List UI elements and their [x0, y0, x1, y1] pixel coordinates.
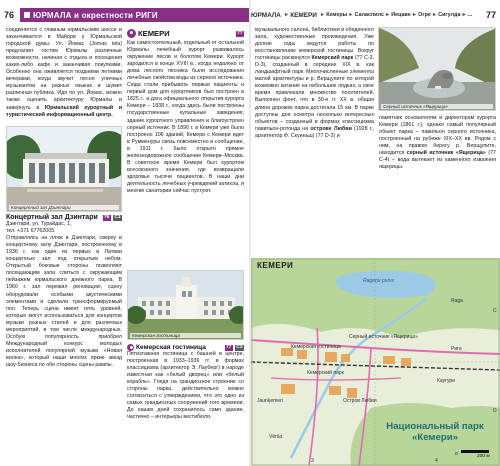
text-column: [6, 214, 122, 369]
separator-icon: ►: [283, 12, 290, 18]
right-page: [251, 0, 500, 466]
venue-heading: [6, 214, 122, 221]
page-ref-badge: 77: [237, 30, 243, 36]
photo-kemeri-hotel: [127, 270, 244, 340]
breadcrumb: [251, 8, 482, 22]
grid-ref-badge: C3: [114, 214, 121, 220]
section-bar: [20, 8, 249, 22]
location-pin-icon: [127, 29, 136, 38]
photo-caption: Серный источник «Ящерица»: [381, 104, 493, 109]
separator-icon: ►: [348, 12, 354, 18]
scale-right: 200 м: [477, 454, 490, 459]
subsection-title: Кемерская гостиница: [136, 344, 206, 351]
section-title: ЮРМАЛА и окрестности РИГИ: [33, 10, 158, 20]
text-column: [6, 27, 122, 119]
map-label: Рига: [451, 346, 462, 352]
running-header-right: [251, 8, 500, 22]
page-number: 77: [485, 10, 496, 20]
photo-caption: Концертный зал Дзинтари: [9, 205, 119, 210]
map-label-lagoon: Ragaņu purvs: [363, 278, 395, 284]
venue-phone: тел. +371 67762005: [6, 228, 55, 235]
breadcrumb-item: Иецаве: [391, 12, 411, 18]
paragraph: [255, 27, 374, 140]
spring-name-term: серный источник «Ящерица»: [406, 150, 486, 157]
separator-icon: ►: [319, 12, 326, 18]
text-column: [379, 115, 496, 171]
grid-col-label: 4: [435, 458, 438, 464]
national-park-label: Национальный парк «Кемери»: [386, 421, 484, 443]
photo-sulphur-spring: [378, 27, 496, 111]
map-label: Vērša: [269, 434, 283, 440]
photo-concert-hall: [6, 126, 122, 212]
paragraph-text: (77 C-3, D-3), созданный в середине XIX в. как ландшафтный парк. Многочисленные элементы малой архитектуры и р. Верщупите по которой возможно катание на небольших лодках, а свое время привлекали множество посетителей. Выполнен фонт, что в 30-е гг. XX в. общая длина дорожек парка достигала 15 км. В парке доступны для осмотра несколько интересных объектов – созданный в формах классицизма павильон-ротонда на: [255, 55, 374, 132]
text-column: [127, 29, 244, 195]
paragraph: [6, 27, 122, 119]
breadcrumb-item: Саласпилс: [354, 12, 384, 18]
grid-col-label: 3: [311, 458, 314, 464]
paragraph-text: памятник основателям и директорам курорта Кемери (1861 г.), однако самый популярный объект парка – павильон серного источника, построенный на рубеже XIX–XX вв. Рядом с ним, на правом берегу р. Верщупите, находится: [379, 115, 496, 157]
breadcrumb-item: ЮРМАЛА: [251, 11, 281, 19]
map-label: Остров Любви: [343, 398, 377, 404]
separator-icon: ►: [411, 12, 418, 18]
breadcrumb-item: КЕМЕРИ: [290, 11, 317, 19]
text-column: [127, 344, 244, 422]
map-label: Кемерская гостиница: [291, 344, 341, 350]
left-page: [0, 0, 249, 466]
map-label: Jaunķemeri: [257, 398, 283, 404]
section-square-icon: [24, 12, 30, 18]
paragraph-text: (77 C-4) – вода вытекает из каменного изваяния ящерицы.: [379, 150, 496, 171]
map-label: Каугури: [437, 378, 455, 384]
paragraph: [379, 115, 496, 171]
article-subheading: [127, 344, 244, 351]
map-title: КЕМЕРИ: [257, 261, 294, 270]
venue-title: Концертный зал Дзинтари: [6, 214, 98, 221]
page-number: 76: [4, 10, 15, 20]
grid-ref-badge: C3: [236, 344, 243, 350]
separator-icon: ►: [461, 12, 467, 18]
sulphur-spring-illustration: [379, 28, 496, 111]
grid-row-label: C: [493, 308, 497, 314]
venue-address: Дзинтари, ул. Турайдас, 1,: [6, 221, 72, 228]
subsection-text: Пятиэтажная гостиница с башней в центре, построенная в 1933–1936 гг. в формах классицизма (архитектор Э. Лауберг) в народе известная как «белый дворец» или «белый корабль». Глядя на грандиозное строение со стороны парка, действительно можно согласиться с утверждением, что это одно из самых грандиозных сооружений того времени. До наших дней сохранилось само здание, частично – интерьеры вестибюля.: [127, 351, 244, 421]
map-label: Кемерский парк: [307, 370, 344, 376]
separator-icon: ►: [384, 12, 391, 18]
kemeri-park-term: Кемерский парк: [311, 55, 354, 62]
text-column: [255, 27, 374, 140]
running-header-left: [4, 8, 249, 22]
map-label: Серный источник «Ящерица»: [349, 334, 418, 340]
scale-bar: [461, 450, 489, 453]
kemeri-map: [251, 258, 500, 466]
page-ref-badge: 76: [104, 214, 110, 220]
map-label: Raga: [451, 298, 463, 304]
page-ref-badge: 77: [226, 344, 232, 350]
concert-hall-illustration: [7, 127, 122, 212]
article-heading: [127, 29, 244, 38]
paragraph-text: соединяется с главным юрмальским шоссе и заканчивается в Майори у Юрмальской городской думы. Ул. Йомас (Jomas iela) предлагает гостям Юрмалы различные возможности, начиная с отдыха и посещения каких-либо кафе и заканчивая покупками. Особенно она оживляется поздними летними вечерами, когда звучит песня уличных музыкантов на разных языках и шумит различная публика. Идя по ул. Йомас, можно также оценить архитектуру Юрмалы и завернуть в: [6, 27, 122, 111]
article-text: Как самостоятельный, отдельный от остальной Юрмалы лечебный курорт развивалось окружение лесов и болотом Кемери. Курорт зародился в конце XVIII в., когда недалеко от дома лесного лесника были исследования лечебные свойства воды из серного источника. Сюда стали прибывать первые пациенты и первый дом для курортников был построен в 1825 г., а дата официального открытия курорта Кемери – 1838 г., когда здесь были построены государственные купальные заведения, здание курортного управления и благоустроен серный источник. В 1890 г. в Кемери уже было построено 106 зданий, Кемери с Кемери идет в Румменуры связь повсеместно и сообщение, в 1911 г. было открыто прямое железнодорожное сообщение Кемери–Москва. В советское время Кемери был курортом всесоюзного значения, где возвращали здоровье тысячи пациентов. В наши дни деятельность лечебных учреждений затихла, и многие санатории сейчас пустуют.: [127, 40, 244, 194]
scale-left: 0: [455, 452, 458, 457]
location-pin-icon: [127, 344, 134, 351]
paragraph-text: музыкального салона, библиотеки и обеденного зала, художественные произведения. Уже долгие годы ведутся работы по восстановлению кемерской гостиницы. Вокруг гостиницы раскинулся: [255, 27, 374, 62]
island-of-love-term: острове Любви: [310, 125, 352, 132]
article-title: КЕМЕРИ: [138, 28, 170, 38]
paragraph-text: (1928 г., архитектор Ф. Скуиньш) (77 D-3) и: [255, 125, 374, 139]
venue-description: Отправляясь на пляж в Дзинтари, сверху в концертному залу Дзинтари, построенному в 1936 г. как один из первых в Латвии концертных зал под открытым небом. Открытый боковые стороны позволяют посещающим зала слиться с окружающим пейзажем юрмальского дневного парка. В 1960 г. зал пережил реновацию, сцену оборудовали особыми акустическими элементами и сделали трансформируемый пол. Теперь сцена имеет пять уровней, которые могут использоваться для концертов музыки разных стилей и для различных мероприятий, в том числе международных. Особую популярность приобрел Международный конкурс молодых исполнителей популярной музыки «Новая волна», который наши многих яркие звезд шоу-бизнеса по обе стороны сцены рампы.: [6, 235, 122, 368]
kemeri-hotel-illustration: [128, 271, 244, 340]
photo-caption: Кемерская гостиница: [130, 333, 241, 338]
breadcrumb-item: Сигулда: [438, 12, 461, 18]
separator-icon: ►: [431, 12, 438, 18]
grid-row-label: D: [493, 408, 497, 414]
breadcrumb-item: Кемеры: [326, 12, 348, 18]
info-center-link: Юрмальский курортный и туристический информационный центр.: [6, 104, 122, 118]
breadcrumb-item: Огре: [418, 12, 431, 18]
breadcrumb-item: ...: [467, 12, 473, 18]
